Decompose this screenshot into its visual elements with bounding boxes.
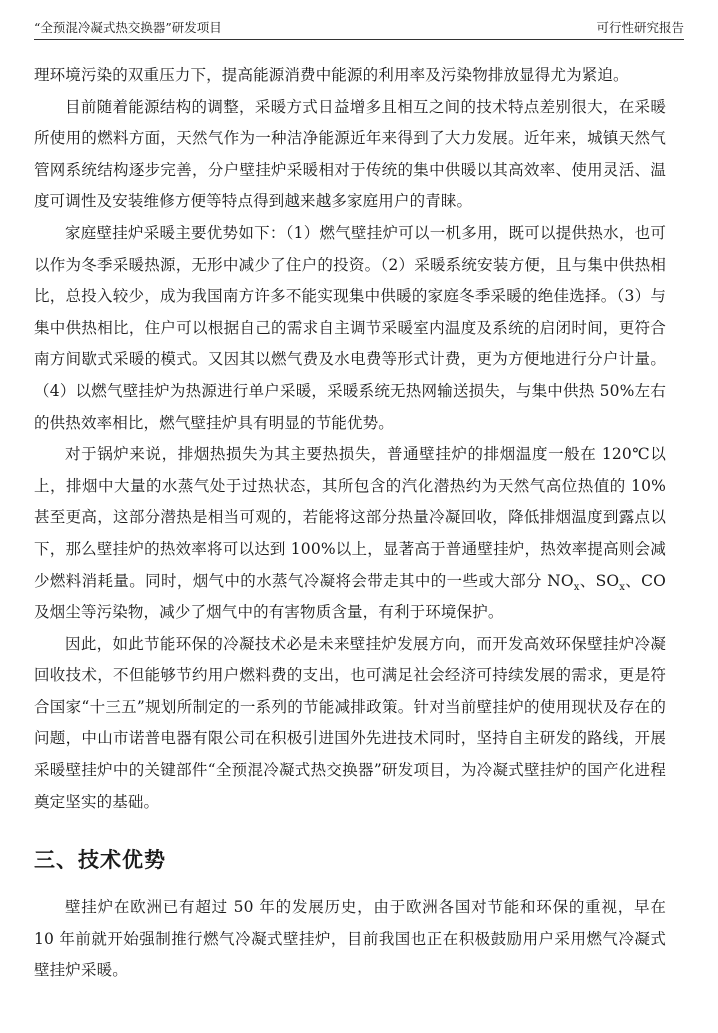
header-doc-type: 可行性研究报告 (596, 20, 684, 35)
nox-label: $NO_x$ (547, 571, 580, 593)
paragraph-continuation: 理环境污染的双重压力下，提高能源消费中能源的利用率及污染物排放显得尤为紧迫。 (34, 66, 629, 84)
paragraph-wall-boiler-advantages: 家庭壁挂炉采暖主要优势如下：（1）燃气壁挂炉可以一机多用，既可以提供热水，也可以作为冬季采暖热源，无形中减少了住户的投资。（2）采暖系统安装方便，且与集中供热相比，总投入较少，成为我国南方许多不能实现集中供暖的家庭冬季采暖的绝佳选择。（3）与集中供热相比，住户可以根据自己的需求自主调节采暖室内温度及系统的启闭时间，更符合南方间歇式采暖的模式。又因其以燃气费及水电费等形式计费，更为方便地进行分户计量。（4）以燃气壁挂炉为热源进行单户采暖，采暖系统无热网输送损失，与集中供热 50%左右的供热效率相比，燃气壁挂炉具有明显的节能优势。 (34, 223, 666, 432)
paragraph-europe-history: 壁挂炉在欧洲已有超过 50 年的发展历史，由于欧洲各国对节能和环保的重视，早在 10 年前就开始强制推行燃气冷凝式壁挂炉，目前我国也正在积极鼓励用户采用燃气冷凝式壁挂炉采暖。 (34, 898, 666, 980)
page-header (34, 16, 684, 40)
paragraph-energy-structure: 目前随着能源结构的调整，采暖方式日益增多且相互之间的技术特点差别很大，在采暖所使用的燃料方面，天然气作为一种洁净能源近年来得到了大力发展。近年来，城镇天然气管网系统结构逐步完善，分户壁挂炉采暖相对于传统的集中供暖以其高效率、使用灵活、温度可调性及安装维修方便等特点得到越来越多家庭用户的青睐。 (34, 97, 666, 211)
sox-label: $SO_x$ (595, 571, 626, 593)
paragraph-condensing-technology: 因此，如此节能环保的冷凝技术必是未来壁挂炉发展方向，而开发高效环保壁挂炉冷凝回收技术，不但能够节约用户燃料费的支出，也可满足社会经济可持续发展的需求，更是符合国家“十三五”规划所制定的一系列的节能减排政策。针对当前壁挂炉的使用现状及存在的问题，中山市诺普电器有限公司在积极引进国外先进技术同时，坚持自主研发的路线，开展采暖壁挂炉中的关键部件“全预混冷凝式热交换器”研发项目，为冷凝式壁挂炉的国产化进程奠定坚实的基础。 (34, 634, 666, 811)
header-project-title: “全预混冷凝式热交换器”研发项目 (34, 20, 222, 35)
flue-heat-loss-text: 对于锅炉来说，排烟热损失为其主要热损失，普通壁挂炉的排烟温度一般在 120℃以上，排烟中大量的水蒸气处于过热状态，其所包含的汽化潜热约为天然气高位热值的 10%甚至更高，这部分潜热是相当可观的，若能将这部分热量冷凝回收，降低排烟温度到露点以下，那么壁挂炉的热效率将可以达到 100%以上，显著高于普通壁挂炉，热效率提高则会减少燃料消耗量。同时，烟气中的水蒸气冷凝将会带走其中的一些或大部分 (34, 445, 666, 590)
document-body (34, 60, 666, 987)
section-heading-technical-advantages: 三、技术优势 (34, 847, 166, 873)
paragraph-flue-heat-loss: 对于锅炉来说，排烟热损失为其主要热损失，普通壁挂炉的排烟温度一般在 120℃以上，排烟中大量的水蒸气处于过热状态，其所包含的汽化潜热约为天然气高位热值的 10%甚至更高，这部分潜热是相当可观的，若能将这部分热量冷凝回收，降低排烟温度到露点以下，那么壁挂炉的热效率将可以达到 100%以上，显著高于普通壁挂炉，热效率提高则会减少燃料消耗量。同时，烟气中的水蒸气冷凝将会带走其中的一些或大部分 $NO_x$、$SO_x$、CO 及烟尘等污染物，减少了烟气中的有害物质含量，有利于环境保护。 (34, 445, 666, 622)
pollutants-text: 、CO 及烟尘等污染物，减少了烟气中的有害物质含量，有利于环境保护。 (34, 571, 666, 622)
